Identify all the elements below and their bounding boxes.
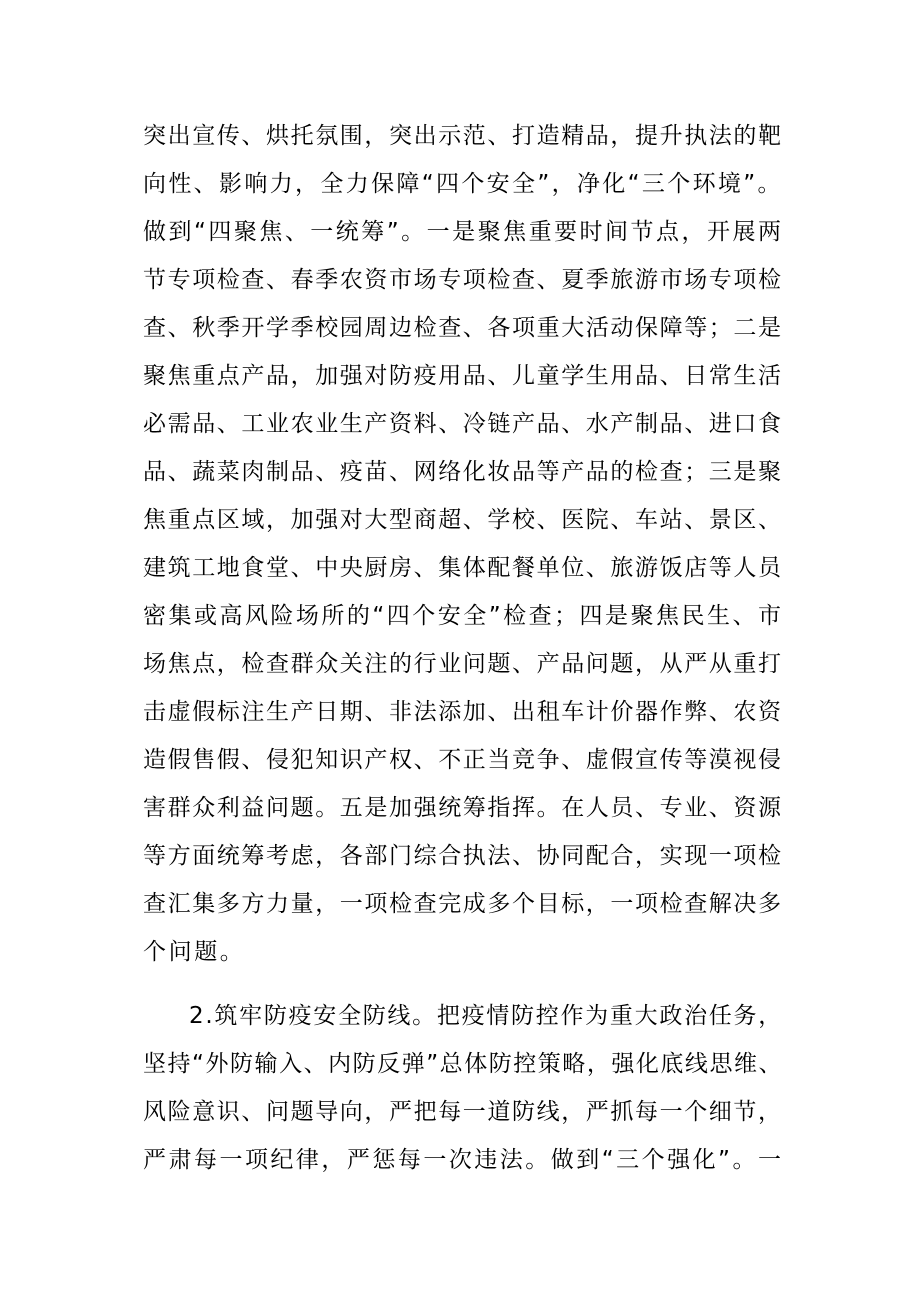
text-line: 突出宣传、烘托氛围，突出示范、打造精品，提升执法的靶	[143, 123, 783, 149]
paragraph-2	[143, 992, 783, 1184]
text-line: 建筑工地食堂、中央厨房、集体配餐单位、旅游饭店等人员	[143, 555, 783, 581]
text-line: 查、秋季开学季校园周边检查、各项重大活动保障等；二是	[143, 315, 783, 341]
text-line: 造假售假、侵犯知识产权、不正当竞争、虚假宣传等漠视侵	[143, 747, 783, 773]
paragraph-1	[143, 112, 783, 976]
text-line: 个问题。	[143, 939, 246, 965]
text-line: 品、蔬菜肉制品、疫苗、网络化妆品等产品的检查；三是聚	[143, 459, 783, 485]
text-line: 节专项检查、春季农资市场专项检查、夏季旅游市场专项检	[143, 267, 783, 293]
text-line: 向性、影响力，全力保障“四个安全”，净化“三个环境”。	[143, 171, 783, 197]
text-line: 2.筑牢防疫安全防线。把疫情防控作为重大政治任务，	[189, 1003, 783, 1029]
text-line: 密集或高风险场所的“四个安全”检查；四是聚焦民生、市	[143, 603, 784, 629]
text-line: 严肃每一项纪律，严惩每一次违法。做到“三个强化”。一	[143, 1147, 784, 1173]
text-line: 风险意识、问题导向，严把每一道防线，严抓每一个细节，	[143, 1099, 783, 1125]
text-line: 做到“四聚焦、一统筹”。一是聚焦重要时间节点，开展两	[143, 219, 784, 245]
text-line: 坚持“外防输入、内防反弹”总体防控策略，强化底线思维、	[143, 1051, 784, 1077]
text-line: 焦重点区域，加强对大型商超、学校、医院、车站、景区、	[143, 507, 783, 533]
text-line: 必需品、工业农业生产资料、冷链产品、水产制品、进口食	[143, 411, 783, 437]
text-line: 场焦点，检查群众关注的行业问题、产品问题，从严从重打	[143, 651, 783, 677]
text-line: 害群众利益问题。五是加强统筹指挥。在人员、专业、资源	[143, 795, 783, 821]
text-line: 聚焦重点产品，加强对防疫用品、儿童学生用品、日常生活	[143, 363, 783, 389]
text-line: 等方面统筹考虑，各部门综合执法、协同配合，实现一项检	[143, 843, 783, 869]
text-line: 查汇集多方力量，一项检查完成多个目标，一项检查解决多	[143, 891, 783, 917]
text-line: 击虚假标注生产日期、非法添加、出租车计价器作弊、农资	[143, 699, 783, 725]
